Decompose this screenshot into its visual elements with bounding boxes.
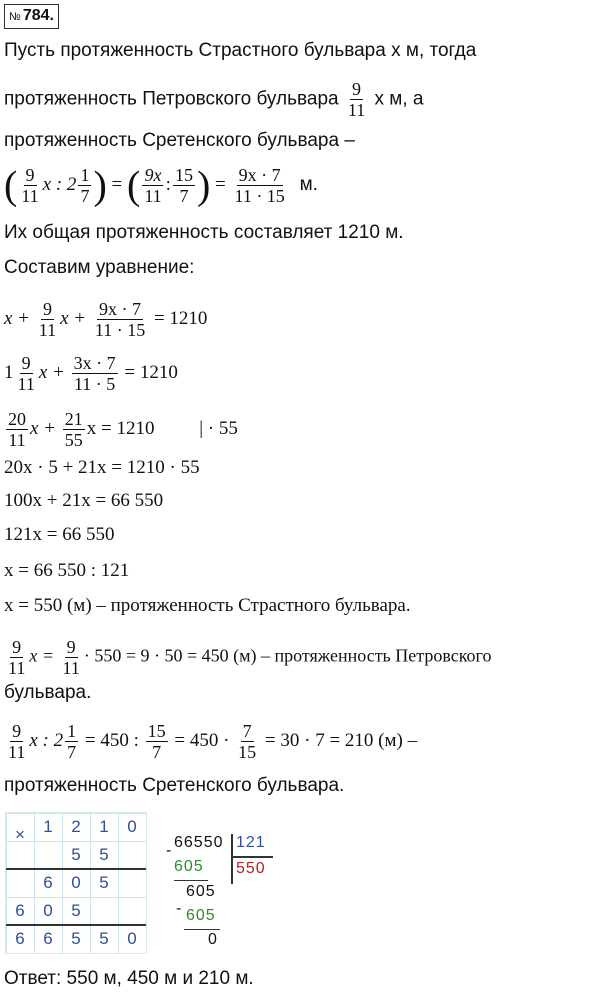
multiplication-grid: × 1 2 1 0 5 5 6 0 5 6 0 5 6 6 5 5 0 [5, 812, 147, 954]
equation-3: $\frac{20}{11}$ x + $\frac{21}{55}$ x = 1210 | · 55 [8, 409, 238, 450]
text-line-2: протяженность Петровского бульвара $\frac{9}{11}$ x м, а [4, 79, 424, 120]
answer-line: Ответ: 550 м, 450 м и 210 м. [4, 968, 254, 989]
equation-8: x = 550 (м) – протяженность Страстного бульвара. [4, 595, 411, 616]
text-line-5: Их общая протяженность составляет 1210 м. [4, 222, 404, 243]
remainder-2: 0 [208, 931, 218, 948]
fraction: $\frac{9}{11}$ [347, 79, 366, 120]
equation-2: 1 $\frac{9}{11}$ x + $\frac{3x \cdot 7}{11 \cdot 5}$ = 1210 [4, 353, 178, 394]
dividend: 66550 [174, 834, 224, 851]
text-line-6: Составим уравнение: [4, 257, 195, 278]
equation-6: 121x = 66 550 [4, 524, 115, 545]
equation-11: $\frac{9}{11}$ x : 2 $\frac{1}{7}$ = 450 : $\frac{15}{7}$ = 450 · $\frac{7}{15}$ = 30 · 7 = 210 (м) – [8, 721, 418, 762]
equation-7: x = 66 550 : 121 [4, 560, 130, 581]
equation-1: x + $\frac{9}{11}$ x + $\frac{9x \cdot 7}{11 \cdot 15}$ = 1210 [4, 299, 208, 340]
quotient: 550 [236, 860, 266, 877]
subtrahend-1: 605 [174, 858, 204, 875]
subtrahend-2: 605 [186, 907, 216, 924]
equation-9: $\frac{9}{11}$ x = $\frac{9}{11}$ · 550 = 9 · 50 = 450 (м) – протяженность Петровского [8, 637, 492, 678]
divisor: 121 [236, 834, 266, 851]
text-line-1: Пусть протяженность Страстного бульвара x м, тогда [4, 40, 477, 61]
multiply-sign: × [15, 825, 25, 844]
expression-line-4: ( $\frac{9}{11}$ x : 2 $\frac{1}{7}$ ) = ( $\frac{9x}{11}$ : $\frac{15}{7}$ ) = $\frac{9x \cdot 7}{11 \cdot 15}$ м. [4, 162, 318, 208]
remainder-1: 605 [186, 883, 216, 900]
text-line-3: протяженность Сретенского бульвара – [4, 130, 355, 151]
problem-number: № 784. [4, 4, 59, 29]
equation-4: 20x · 5 + 21x = 1210 · 55 [4, 457, 200, 478]
text-line-10: бульвара. [4, 682, 92, 703]
equation-5: 100x + 21x = 66 550 [4, 490, 164, 511]
text-line-12: протяженность Сретенского бульвара. [4, 775, 345, 796]
